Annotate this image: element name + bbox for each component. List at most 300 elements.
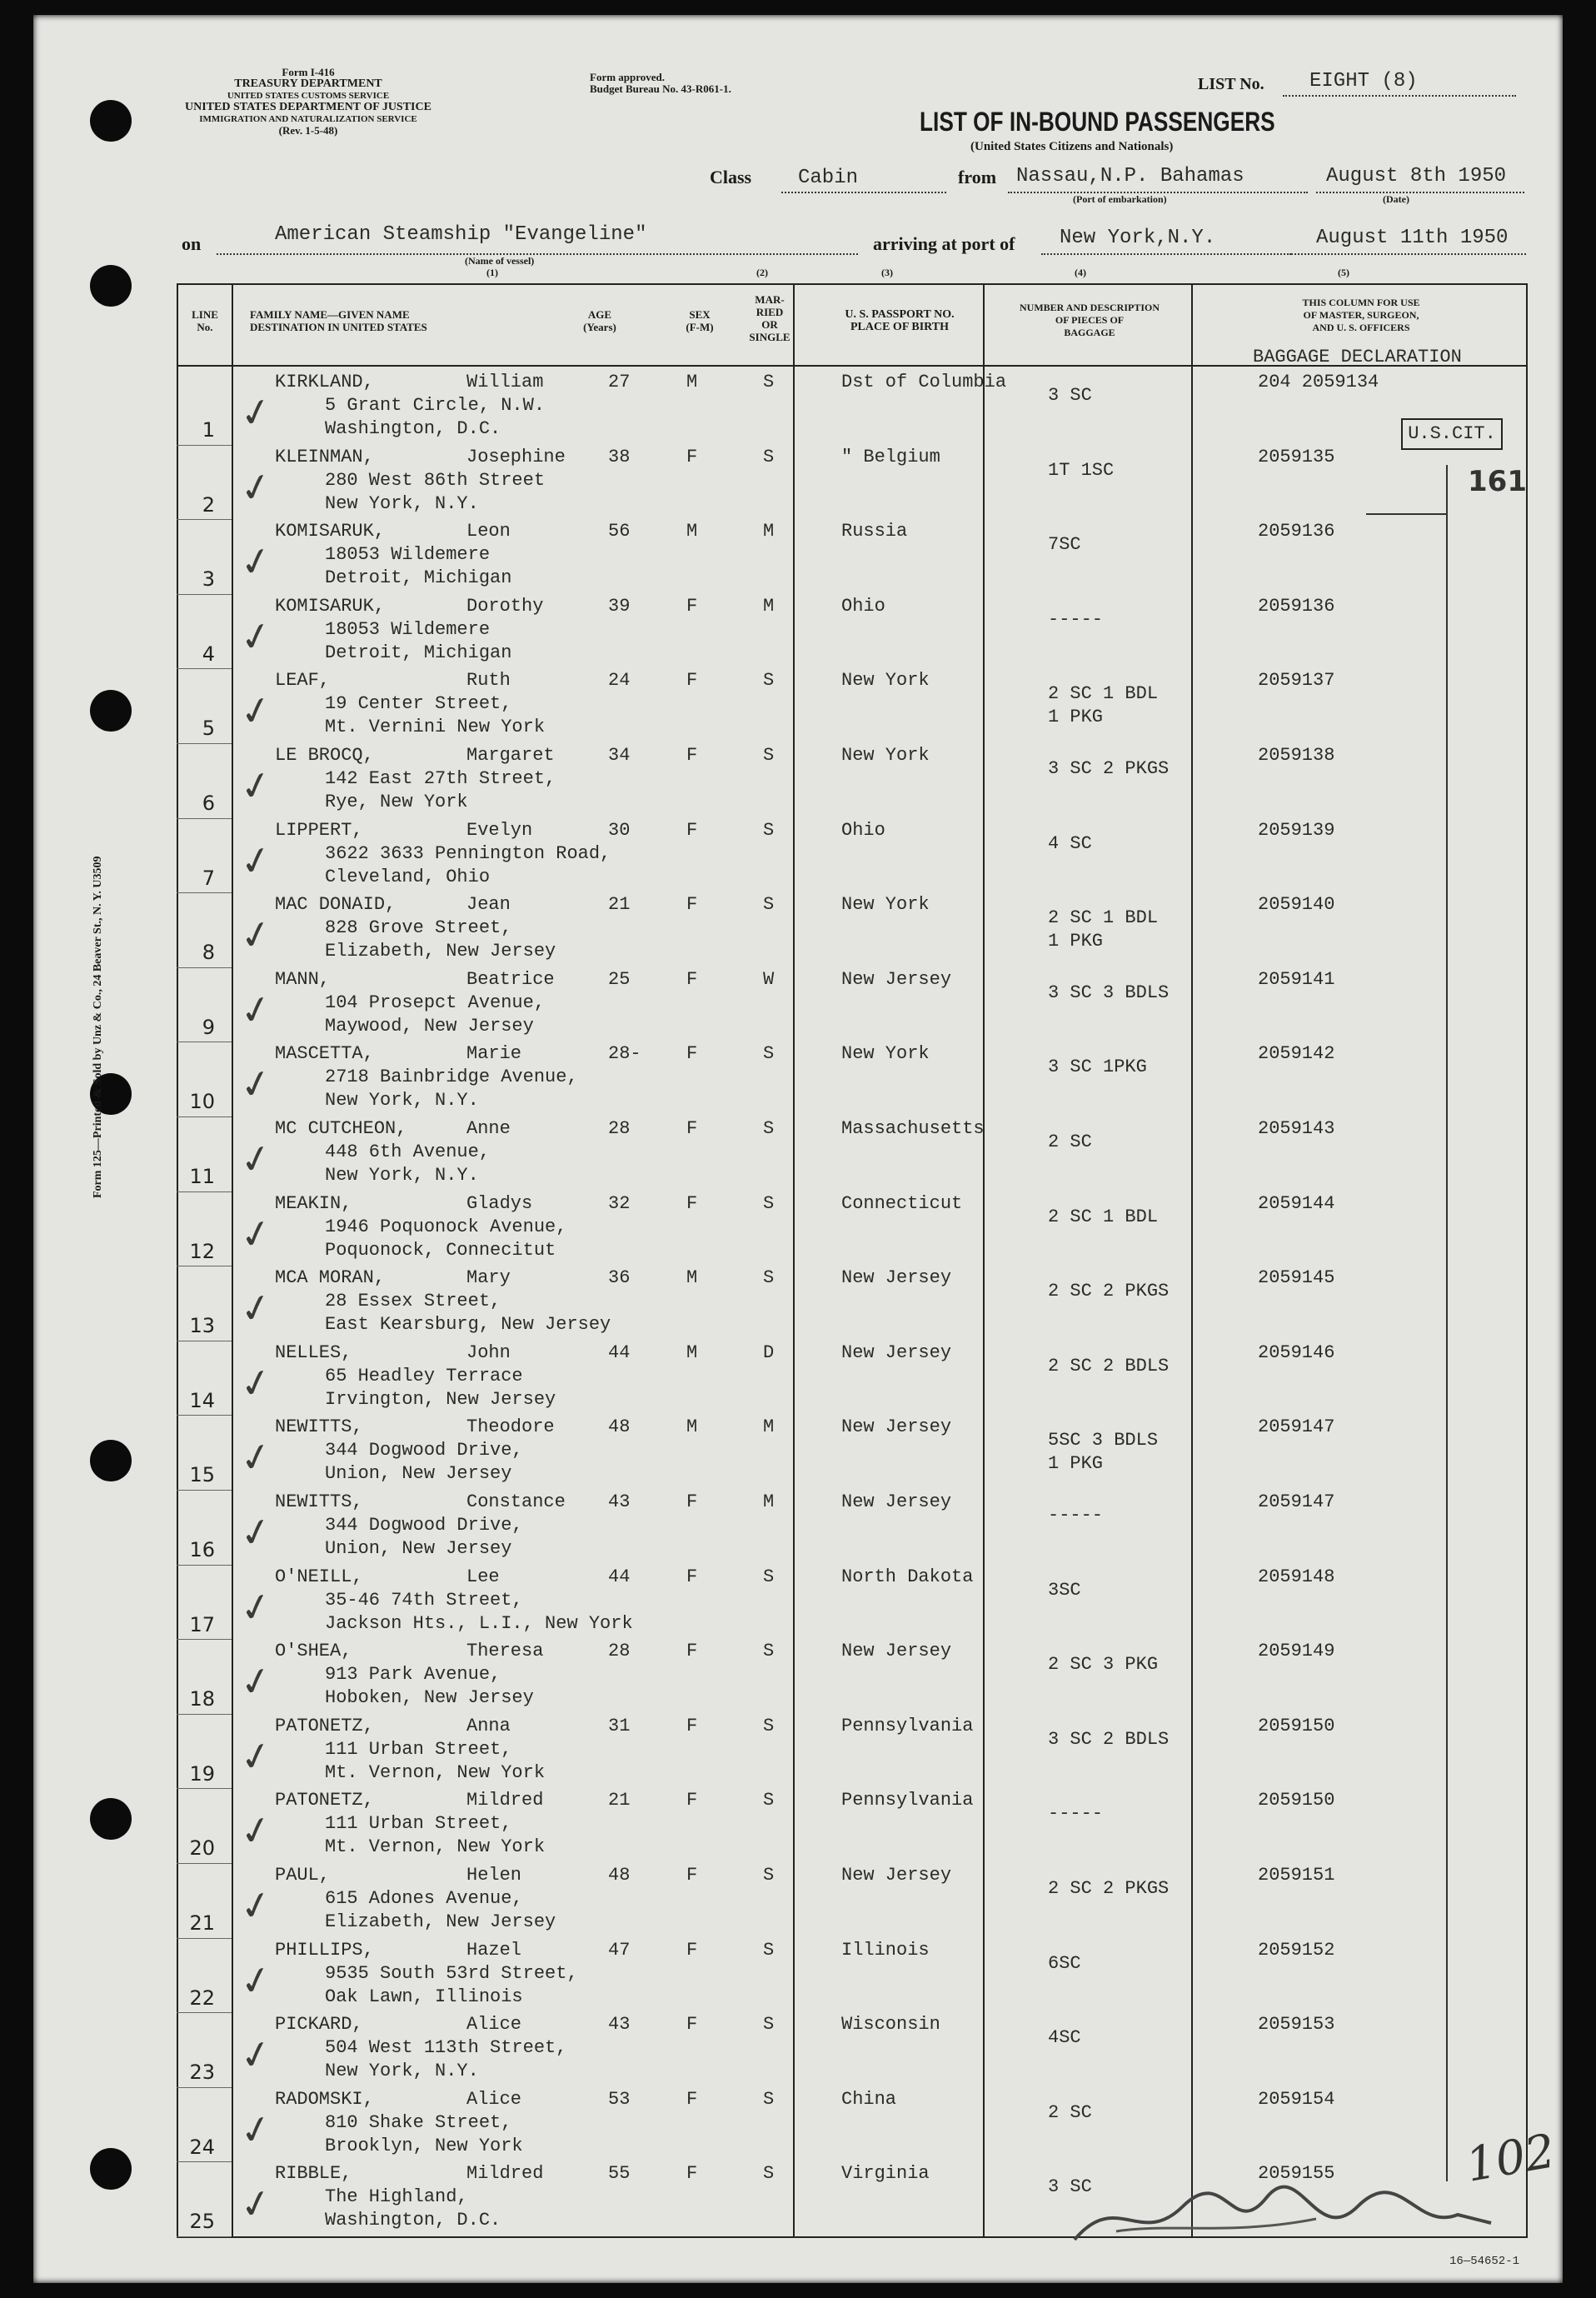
line-number: 6 <box>202 792 215 815</box>
class-label: Class <box>710 167 752 187</box>
family-name: MANN, <box>275 968 331 990</box>
approval-block <box>590 72 731 95</box>
table-row <box>33 1342 1563 1417</box>
check-mark-icon: ✓ <box>235 536 277 587</box>
vessel-caption: (Name of vessel) <box>465 255 535 267</box>
place-of-birth: New York <box>841 894 930 916</box>
marital-status: S <box>763 2014 775 2036</box>
age: 31 <box>608 1715 631 1736</box>
family-name: PATONETZ, <box>275 1790 374 1811</box>
header-baggage: NUMBER AND DESCRIPTION OF PIECES OF BAGGAGE <box>1019 302 1160 338</box>
table-row <box>33 596 1563 671</box>
line-number: 12 <box>189 1239 215 1263</box>
declaration-number: 2059150 <box>1258 1715 1335 1736</box>
line-number: 23 <box>189 2061 215 2085</box>
place-of-birth: New Jersey <box>841 1267 952 1289</box>
place-of-birth: Ohio <box>841 819 885 841</box>
family-name: PATONETZ, <box>275 1715 374 1736</box>
marital-status: S <box>763 819 775 841</box>
line-number: 21 <box>189 1911 215 1935</box>
age: 30 <box>608 819 631 841</box>
sex: F <box>686 1192 698 1214</box>
baggage-pieces: 1T 1SC <box>1048 459 1115 481</box>
age: 55 <box>608 2163 631 2185</box>
line-number: 15 <box>189 1463 215 1487</box>
address-street: 828 Grove Street, <box>325 917 512 939</box>
declaration-number: 2059136 <box>1258 521 1335 542</box>
check-mark-icon: ✓ <box>235 1731 277 1782</box>
age: 56 <box>608 521 631 542</box>
age: 53 <box>608 2088 631 2110</box>
baggage-pieces: ----- <box>1048 1803 1104 1825</box>
address-city: Oak Lawn, Illinois <box>325 1986 523 2007</box>
marital-status: S <box>763 1641 775 1662</box>
header-officers: THIS COLUMN FOR USE OF MASTER, SURGEON, AND U. S. OFFICERS <box>1302 297 1420 333</box>
ins-service: IMMIGRATION AND NATURALIZATION SERVICE <box>199 114 417 124</box>
address-city: Washington, D.C. <box>325 418 501 439</box>
line-number: 19 <box>189 1761 215 1786</box>
address-street: The Highland, <box>325 2186 468 2208</box>
line-number: 10 <box>189 1090 215 1114</box>
given-name: Lee <box>466 1566 500 1587</box>
address-street: 9535 South 53rd Street, <box>325 1962 578 1984</box>
place-of-birth: Dst of Columbia <box>841 372 1007 392</box>
line-number: 4 <box>202 642 215 666</box>
baggage-pieces: ----- <box>1048 608 1104 630</box>
family-name: LEAF, <box>275 670 331 692</box>
place-of-birth: New Jersey <box>841 1491 952 1512</box>
check-mark-icon: ✓ <box>235 1506 277 1558</box>
place-of-birth: New Jersey <box>841 968 952 990</box>
given-name: Hazel <box>466 1939 522 1961</box>
declaration-number: 2059141 <box>1258 968 1335 990</box>
check-mark-icon: ✓ <box>235 909 277 961</box>
age: 47 <box>608 1939 631 1961</box>
address-city: Mt. Vernon, New York <box>325 1761 546 1783</box>
sex: F <box>686 595 698 617</box>
line-number: 25 <box>189 2210 215 2234</box>
margin-mark: 102 <box>1462 2124 1559 2193</box>
table-row <box>33 1118 1563 1193</box>
check-mark-icon: ✓ <box>235 1880 277 1931</box>
form-agency-block <box>167 67 450 137</box>
declaration-number: 2059135 <box>1258 446 1335 467</box>
check-mark-icon: ✓ <box>235 760 277 812</box>
place-of-birth: Ohio <box>841 595 885 617</box>
given-name: Marie <box>466 1043 522 1065</box>
baggage-pieces: 3 SC <box>1048 385 1092 406</box>
address-street: 111 Urban Street, <box>325 1738 512 1760</box>
check-mark-icon: ✓ <box>235 1058 277 1110</box>
header-passport: U. S. PASSPORT NO. PLACE OF BIRTH <box>845 308 955 333</box>
given-name: Anne <box>466 1118 511 1139</box>
address-street: 3622 3633 Pennington Road, <box>325 842 611 864</box>
table-row <box>33 2014 1563 2089</box>
check-mark-icon: ✓ <box>235 2029 277 2081</box>
baggage-pieces-2: 1 PKG <box>1048 1453 1104 1475</box>
address-street: 35-46 74th Street, <box>325 1589 523 1611</box>
baggage-pieces: 4SC <box>1048 2027 1081 2049</box>
header-name: FAMILY NAME—GIVEN NAME DESTINATION IN UNITED STATES <box>250 308 427 333</box>
check-mark-icon: ✓ <box>235 462 277 513</box>
port-embarkation-caption: (Port of embarkation) <box>1073 193 1167 205</box>
declaration-number: 2059144 <box>1258 1192 1335 1214</box>
given-name: Beatrice <box>466 968 555 990</box>
line-number: 16 <box>189 1538 215 1561</box>
address-street: 1946 Poquonock Avenue, <box>325 1216 567 1237</box>
check-mark-icon: ✓ <box>235 387 277 438</box>
address-street: 280 West 86th Street <box>325 469 546 491</box>
place-of-birth: New Jersey <box>841 1416 952 1438</box>
given-name: John <box>466 1341 511 1363</box>
table-row <box>33 521 1563 596</box>
declaration-number: 2059146 <box>1258 1341 1335 1363</box>
age: 34 <box>608 745 631 766</box>
given-name: Evelyn <box>466 819 533 841</box>
check-mark-icon: ✓ <box>235 1805 277 1856</box>
table-row <box>33 670 1563 745</box>
given-name: Alice <box>466 2014 522 2036</box>
form-approved: Form approved. <box>590 71 666 83</box>
age: 38 <box>608 446 631 467</box>
address-street: 448 6th Avenue, <box>325 1142 491 1162</box>
marital-status: M <box>763 1416 775 1438</box>
table-row <box>33 1416 1563 1491</box>
declaration-number: 2059154 <box>1258 2088 1335 2110</box>
sex: F <box>686 1491 698 1512</box>
place-of-birth: China <box>841 2088 897 2110</box>
place-of-birth: Massachusetts <box>841 1118 985 1139</box>
given-name: Gladys <box>466 1192 533 1214</box>
sex: F <box>686 745 698 766</box>
family-name: MCA MORAN, <box>275 1267 386 1289</box>
family-name: KOMISARUK, <box>275 521 386 542</box>
table-row <box>33 2163 1563 2238</box>
address-city: Detroit, Michigan <box>325 642 512 663</box>
age: 21 <box>608 1790 631 1811</box>
marital-status: D <box>763 1341 775 1363</box>
age: 28 <box>608 1641 631 1662</box>
table-row <box>33 1566 1563 1641</box>
given-name: Dorothy <box>466 595 544 617</box>
on-label: on <box>182 233 202 254</box>
sex: F <box>686 446 698 467</box>
table-row <box>33 969 1563 1044</box>
address-city: Cleveland, Ohio <box>325 866 491 887</box>
address-street: 504 West 113th Street, <box>325 2037 567 2059</box>
check-mark-icon: ✓ <box>235 984 277 1036</box>
sex: F <box>686 819 698 841</box>
marital-status: S <box>763 894 775 916</box>
place-of-birth: Virginia <box>841 2163 930 2185</box>
check-mark-icon: ✓ <box>235 685 277 737</box>
arrival-port: New York,N.Y. <box>1060 227 1216 249</box>
line-number: 1 <box>202 418 215 442</box>
address-city: East Kearsburg, New Jersey <box>325 1314 611 1336</box>
age: 24 <box>608 670 631 692</box>
address-city: Brooklyn, New York <box>325 2135 523 2156</box>
age: 48 <box>608 1865 631 1886</box>
line-number: 2 <box>202 492 215 517</box>
age: 36 <box>608 1267 631 1289</box>
given-name: Ruth <box>466 670 511 692</box>
check-mark-icon: ✓ <box>235 2104 277 2156</box>
given-name: Jean <box>466 894 511 916</box>
declaration-number: 2059145 <box>1258 1267 1335 1289</box>
punch-hole <box>90 100 132 142</box>
col-num-2: (2) <box>756 267 768 278</box>
declaration-number: 2059136 <box>1258 595 1335 617</box>
address-city: Irvington, New Jersey <box>325 1388 556 1410</box>
declaration-number: 2059147 <box>1258 1491 1335 1512</box>
place-of-birth: Wisconsin <box>841 2014 940 2036</box>
form-title: LIST OF IN-BOUND PASSENGERS <box>920 107 1275 137</box>
line-number: 17 <box>189 1612 215 1636</box>
address-city: Hoboken, New Jersey <box>325 1687 534 1709</box>
justice-dept: UNITED STATES DEPARTMENT OF JUSTICE <box>185 101 431 113</box>
header-line-no: LINE No. <box>192 308 218 333</box>
sex: M <box>686 1267 698 1289</box>
check-mark-icon: ✓ <box>235 1282 277 1334</box>
check-mark-icon: ✓ <box>235 1431 277 1483</box>
col-num-4: (4) <box>1075 267 1086 278</box>
embarkation-date: August 8th 1950 <box>1326 165 1507 187</box>
table-row <box>33 1865 1563 1940</box>
baggage-pieces: 3 SC 1PKG <box>1048 1057 1147 1078</box>
family-name: KIRKLAND, <box>275 372 374 392</box>
family-name: RIBBLE, <box>275 2163 352 2185</box>
baggage-pieces: 6SC <box>1048 1952 1081 1974</box>
check-mark-icon: ✓ <box>235 1955 277 2006</box>
address-city: New York, N.Y. <box>325 492 479 514</box>
age: 44 <box>608 1566 631 1587</box>
baggage-pieces: ----- <box>1048 1505 1104 1526</box>
age: 44 <box>608 1341 631 1363</box>
address-street: 810 Shake Street, <box>325 2111 512 2133</box>
declaration-number: 204 2059134 <box>1258 372 1379 392</box>
sex: F <box>686 670 698 692</box>
sex: F <box>686 894 698 916</box>
line-number: 11 <box>189 1165 215 1188</box>
baggage-pieces: 2 SC 1 BDL <box>1048 907 1159 929</box>
marital-status: S <box>763 1043 775 1065</box>
baggage-pieces-2: 1 PKG <box>1048 931 1104 952</box>
family-name: O'NEILL, <box>275 1566 363 1587</box>
form-revision: (Rev. 1-5-48) <box>278 124 338 137</box>
place-of-birth: New York <box>841 670 930 692</box>
arrival-date: August 11th 1950 <box>1316 227 1509 249</box>
marital-status: S <box>763 1118 775 1139</box>
given-name: William <box>466 372 544 392</box>
age: 48 <box>608 1416 631 1438</box>
family-name: O'SHEA, <box>275 1641 352 1662</box>
footer-code: 16—54652-1 <box>1449 2255 1520 2268</box>
table-row <box>33 1043 1563 1118</box>
port-embarkation: Nassau,N.P. Bahamas <box>1016 165 1244 187</box>
marital-status: S <box>763 1865 775 1886</box>
address-city: Rye, New York <box>325 792 468 812</box>
declaration-number: 2059143 <box>1258 1118 1335 1139</box>
given-name: Alice <box>466 2088 522 2110</box>
check-mark-icon: ✓ <box>235 835 277 887</box>
place-of-birth: Illinois <box>841 1939 930 1961</box>
baggage-pieces: 2 SC <box>1048 1132 1092 1152</box>
age: 28 <box>608 1118 631 1139</box>
baggage-pieces: 2 SC 3 PKG <box>1048 1654 1159 1676</box>
check-mark-icon: ✓ <box>235 1581 277 1633</box>
col-num-3: (3) <box>881 267 893 278</box>
sex: F <box>686 1566 698 1587</box>
header-baggage-declaration: BAGGAGE DECLARATION <box>1253 347 1462 367</box>
form-subtitle: (United States Citizens and Nationals) <box>970 140 1174 153</box>
check-mark-icon: ✓ <box>235 1133 277 1185</box>
age: 27 <box>608 372 631 392</box>
address-street: 65 Headley Terrace <box>325 1365 523 1386</box>
address-city: New York, N.Y. <box>325 1165 479 1186</box>
list-no-label: LIST No. <box>1198 75 1264 93</box>
address-city: Mt. Vernon, New York <box>325 1836 546 1858</box>
baggage-pieces: 2 SC 2 PKGS <box>1048 1878 1170 1899</box>
address-city: Poquonock, Connecitut <box>325 1239 556 1261</box>
baggage-pieces: 4 SC <box>1048 832 1092 854</box>
marital-status: S <box>763 446 775 467</box>
declaration-number: 2059139 <box>1258 819 1335 841</box>
sex: F <box>686 968 698 990</box>
given-name: Helen <box>466 1865 522 1886</box>
family-name: NEWITTS, <box>275 1491 363 1512</box>
sex: F <box>686 1790 698 1811</box>
baggage-pieces: 2 SC 2 PKGS <box>1048 1281 1170 1302</box>
family-name: MC CUTCHEON, <box>275 1118 407 1139</box>
baggage-pieces: 3SC <box>1048 1579 1081 1601</box>
family-name: PAUL, <box>275 1865 331 1886</box>
given-name: Mary <box>466 1267 511 1289</box>
address-street: 615 Adones Avenue, <box>325 1888 523 1909</box>
sex: M <box>686 1416 698 1438</box>
sex: F <box>686 1865 698 1886</box>
marital-status: M <box>763 595 775 617</box>
address-street: 18053 Wildemere <box>325 618 491 640</box>
header-age: AGE (Years) <box>583 308 616 333</box>
sex: F <box>686 1641 698 1662</box>
address-city: Union, New Jersey <box>325 1463 512 1485</box>
table-row <box>33 1716 1563 1791</box>
col-num-5: (5) <box>1338 267 1349 278</box>
baggage-pieces: 7SC <box>1048 534 1081 556</box>
baggage-pieces: 3 SC 2 PKGS <box>1048 758 1170 779</box>
us-citizen-stamp: U.S.CIT. <box>1401 418 1503 450</box>
sex: F <box>686 2163 698 2185</box>
baggage-pieces: 3 SC 2 BDLS <box>1048 1728 1170 1750</box>
address-street: 913 Park Avenue, <box>325 1664 501 1686</box>
place-of-birth: " Belgium <box>841 446 940 467</box>
marital-status: S <box>763 670 775 692</box>
marital-status: S <box>763 1192 775 1214</box>
date-caption: (Date) <box>1383 193 1409 205</box>
declaration-number: 2059155 <box>1258 2163 1335 2185</box>
age: 21 <box>608 894 631 916</box>
place-of-birth: Pennsylvania <box>841 1715 974 1736</box>
place-of-birth: New Jersey <box>841 1341 952 1363</box>
baggage-pieces: 2 SC <box>1048 2101 1092 2123</box>
class-value: Cabin <box>798 167 859 189</box>
address-city: Elizabeth, New Jersey <box>325 1911 556 1932</box>
declaration-number: 2059150 <box>1258 1790 1335 1811</box>
address-street: 142 East 27th Street, <box>325 768 556 789</box>
age: 43 <box>608 2014 631 2036</box>
address-street: 344 Dogwood Drive, <box>325 1440 523 1461</box>
marital-status: S <box>763 372 775 392</box>
table-row <box>33 2089 1563 2164</box>
address-street: 19 Center Street, <box>325 693 512 715</box>
check-mark-icon: ✓ <box>235 2178 277 2230</box>
address-street: 2718 Bainbridge Avenue, <box>325 1067 578 1088</box>
baggage-pieces: 2 SC 2 BDLS <box>1048 1355 1170 1376</box>
place-of-birth: Russia <box>841 521 908 542</box>
declaration-number: 2059140 <box>1258 894 1335 916</box>
family-name: LIPPERT, <box>275 819 363 841</box>
vessel-name: American Steamship "Evangeline" <box>275 223 647 246</box>
place-of-birth: New York <box>841 1043 930 1065</box>
address-street: 344 Dogwood Drive, <box>325 1515 523 1536</box>
marital-status: S <box>763 1267 775 1289</box>
marital-status: S <box>763 745 775 766</box>
marital-status: S <box>763 2163 775 2185</box>
family-name: MAC DONAID, <box>275 894 397 916</box>
line-number: 7 <box>202 866 215 890</box>
given-name: Mildred <box>466 1790 544 1811</box>
line-number: 20 <box>189 1836 215 1861</box>
table-row <box>33 1267 1563 1342</box>
arriving-label: arriving at port of <box>873 233 1015 254</box>
line-number: 8 <box>202 941 215 965</box>
age: 43 <box>608 1491 631 1512</box>
sex: M <box>686 1341 698 1363</box>
declaration-number: 2059152 <box>1258 1939 1335 1961</box>
family-name: MEAKIN, <box>275 1192 352 1214</box>
line-number: 9 <box>202 1015 215 1039</box>
sex: F <box>686 2088 698 2110</box>
family-name: KOMISARUK, <box>275 595 386 617</box>
stamp-number: 161 <box>1468 465 1527 498</box>
table-row <box>33 820 1563 895</box>
printer-side-note: Form 125—Printed & Sold by Unz & Co., 24 Beaver St., N. Y. U3509 <box>92 856 104 1198</box>
baggage-pieces: 5SC 3 BDLS <box>1048 1430 1159 1451</box>
family-name: NELLES, <box>275 1341 352 1363</box>
declaration-number: 2059149 <box>1258 1641 1335 1662</box>
check-mark-icon: ✓ <box>235 1357 277 1409</box>
age: 25 <box>608 968 631 990</box>
address-street: 28 Essex Street, <box>325 1291 501 1312</box>
sex: F <box>686 1939 698 1961</box>
table-row <box>33 1940 1563 2015</box>
place-of-birth: New York <box>841 745 930 766</box>
address-city: Maywood, New Jersey <box>325 1015 534 1037</box>
address-city: Washington, D.C. <box>325 2210 501 2231</box>
table-row <box>33 745 1563 820</box>
address-street: 18053 Wildemere <box>325 544 491 566</box>
declaration-number: 2059138 <box>1258 745 1335 766</box>
address-city: Jackson Hts., L.I., New York <box>325 1612 633 1634</box>
list-no-value: EIGHT (8) <box>1309 70 1418 92</box>
place-of-birth: New Jersey <box>841 1865 952 1886</box>
line-number: 13 <box>189 1314 215 1338</box>
declaration-number: 2059148 <box>1258 1566 1335 1587</box>
address-street: 5 Grant Circle, N.W. <box>325 395 546 416</box>
marital-status: S <box>763 1566 775 1587</box>
address-street: 104 Prosepct Avenue, <box>325 992 546 1013</box>
line-number: 22 <box>189 1986 215 2010</box>
